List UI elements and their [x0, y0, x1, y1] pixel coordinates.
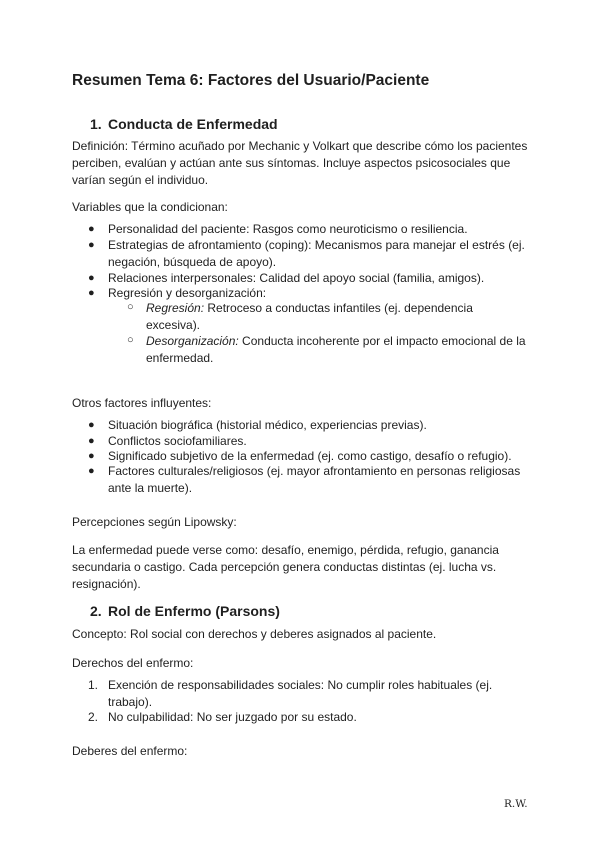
section-1-heading — [90, 116, 278, 132]
section-2-title: Rol de Enfermo (Parsons) — [108, 603, 280, 619]
bullet-icon: ● — [88, 223, 95, 235]
list-item-text: Factores culturales/religiosos (ej. mayor afrontamiento en personas religiosas ante la muerte). — [108, 464, 521, 495]
definition-paragraph: Definición: Término acuñado por Mechanic y Volkart que describe cómo los pacientes perciben, evalúan y actúan ante sus síntomas. Incluye aspectos psicosociales que varían según el individuo. — [72, 139, 528, 187]
document-title: Resumen Tema 6: Factores del Usuario/Paciente — [72, 72, 430, 89]
sub-item-text: Retroceso a conductas infantiles (ej. dependencia excesiva). — [146, 301, 473, 332]
variables-label: Variables que la condicionan: — [72, 200, 228, 214]
bullet-icon: ● — [88, 419, 95, 431]
bullet-icon: ● — [88, 465, 95, 477]
list-item-text: Significado subjetivo de la enfermedad (ej. como castigo, desafío o refugio). — [108, 449, 512, 463]
other-factors-label: Otros factores influyentes: — [72, 396, 212, 410]
list-item-text: Regresión y desorganización: — [108, 286, 267, 300]
list-item-text: Exención de responsabilidades sociales: No cumplir roles habituales (ej. trabajo). — [108, 678, 493, 709]
numbered-list-item — [88, 709, 518, 726]
author-signature: R.W. — [504, 798, 528, 810]
bullet-icon: ● — [88, 435, 95, 447]
list-item-text: No culpabilidad: No ser juzgado por su estado. — [108, 710, 357, 724]
hollow-bullet-icon: ○ — [127, 301, 134, 313]
sub-list-item — [127, 300, 526, 333]
list-item — [88, 417, 528, 434]
rights-label: Derechos del enfermo: — [72, 656, 194, 670]
list-item — [88, 221, 528, 238]
bullet-icon: ● — [88, 239, 95, 251]
bullet-icon: ● — [88, 450, 95, 462]
sub-item-term: Desorganización: — [146, 334, 239, 348]
lipowsky-paragraph: La enfermedad puede verse como: desafío, enemigo, pérdida, refugio, ganancia secundaria o castigo. Cada percepción genera conductas distintas (ej. lucha vs. resignación). — [72, 543, 499, 591]
list-item-text: Conflictos sociofamiliares. — [108, 434, 247, 448]
bullet-icon: ● — [88, 287, 95, 299]
section-2-number: 2. — [90, 603, 102, 619]
list-item — [88, 463, 528, 496]
duties-label: Deberes del enfermo: — [72, 744, 188, 758]
section-2-heading — [90, 603, 280, 619]
bullet-icon: ● — [88, 272, 95, 284]
list-number: 1. — [88, 678, 99, 692]
sub-item-term: Regresión: — [146, 301, 205, 315]
list-item-text: Situación biográfica (historial médico, experiencias previas). — [108, 418, 427, 432]
sub-item-text: Conducta incoherente por el impacto emocional de la enfermedad. — [146, 334, 526, 365]
section-1-number: 1. — [90, 116, 102, 132]
list-item-text: Personalidad del paciente: Rasgos como neuroticismo o resiliencia. — [108, 222, 468, 236]
lipowsky-label: Percepciones según Lipowsky: — [72, 515, 237, 529]
list-item-text: Estrategias de afrontamiento (coping): Mecanismos para manejar el estrés (ej. negación, búsqueda de apoyo). — [108, 238, 525, 269]
concept-paragraph: Concepto: Rol social con derechos y deberes asignados al paciente. — [72, 627, 437, 641]
sub-list-item — [127, 333, 526, 366]
list-item-text: Relaciones interpersonales: Calidad del apoyo social (familia, amigos). — [108, 271, 485, 285]
list-item — [88, 237, 528, 270]
hollow-bullet-icon: ○ — [127, 334, 134, 346]
list-number: 2. — [88, 710, 99, 724]
section-1-title: Conducta de Enfermedad — [108, 116, 278, 132]
numbered-list-item — [88, 677, 518, 710]
